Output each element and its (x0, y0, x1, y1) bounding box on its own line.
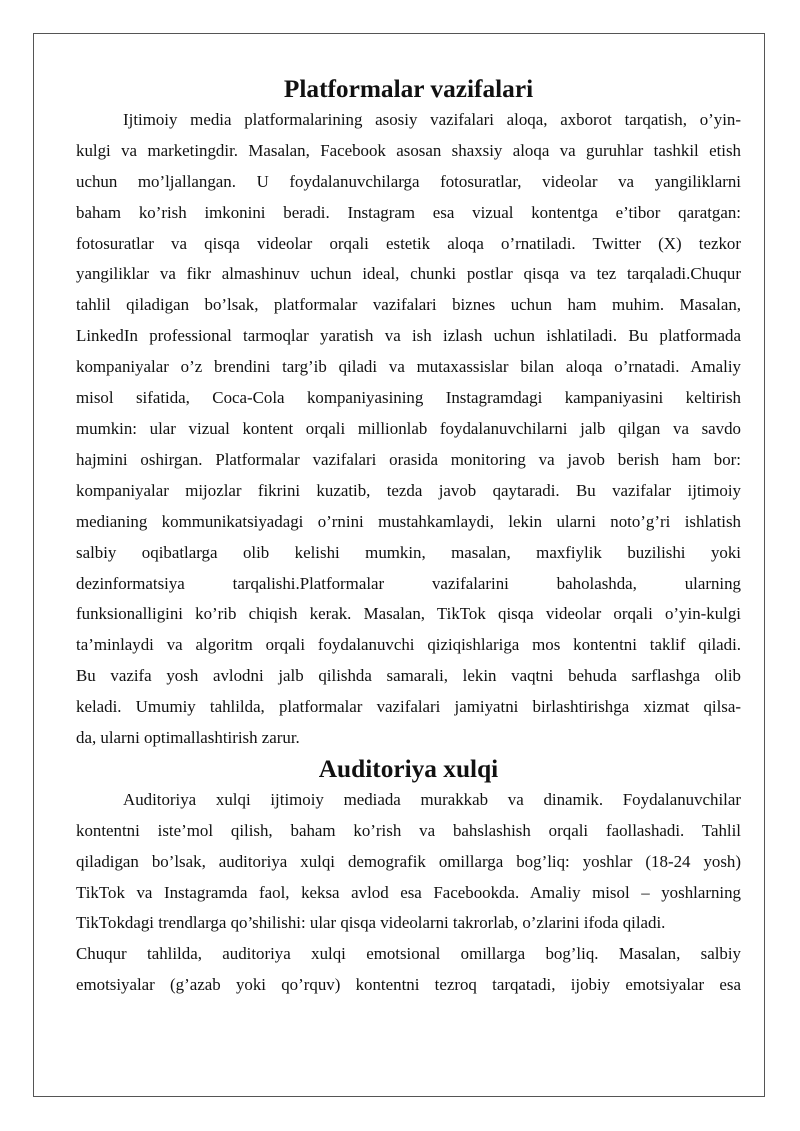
paragraph (76, 105, 741, 754)
text-line: LinkedIn professional tarmoqlar yaratish va ish izlash uchun ishlatiladi. Bu platformada (76, 326, 741, 346)
text-line: Chuqur tahlilda, auditoriya xulqi emotsional omillarga bog’liq. Masalan, salbiy (76, 944, 741, 964)
text-line: tahlil qiladigan bo’lsak, platformalar vazifalari biznes uchun ham muhim. Masalan, (76, 295, 741, 315)
document-body (76, 74, 741, 1001)
text-line: kulgi va marketingdir. Masalan, Facebook asosan shaxsiy aloqa va guruhlar tashkil etish (76, 140, 741, 160)
text-line: uchun mo’ljallangan. U foydalanuvchilarga fotosuratlar, videolar va yangiliklarni (76, 171, 741, 191)
text-line: kompaniyalar o’z brendini targ’ib qiladi va mutaxassislar bilan aloqa o’rnatadi. Amaliy (76, 357, 741, 377)
text-line: qiladigan bo’lsak, auditoriya xulqi demografik omillarga bog’liq: yoshlar (18-24 yosh) (76, 851, 741, 871)
paragraph (76, 939, 741, 1001)
text-line: keladi. Umumiy tahlilda, platformalar vazifalari jamiyatni birlashtirishga xizmat qilsa- (76, 697, 741, 717)
paragraph (76, 785, 741, 940)
text-line: dezinformatsiya tarqalishi.Platformalar vazifalarini baholashda, ularning (76, 573, 741, 593)
text-line: Ijtimoiy media platformalarining asosiy vazifalari aloqa, axborot tarqatish, o’yin- (123, 109, 741, 129)
text-line: kompaniyalar mijozlar fikrini kuzatib, tezda javob qaytaradi. Bu vazifalar ijtimoiy (76, 480, 741, 500)
section-auditoriya-xulqi (76, 754, 741, 1001)
text-line: medianing kommunikatsiyadagi o’rnini mustahkamlaydi, lekin ularni noto’g’ri ishlatish (76, 511, 741, 531)
text-line: Bu vazifa yosh avlodni jalb qilishda samarali, lekin vaqtni behuda sarflashga olib (76, 666, 741, 686)
text-line: TikTok va Instagramda faol, keksa avlod esa Facebookda. Amaliy misol – yoshlarning (76, 882, 741, 902)
text-line: ta’minlaydi va algoritm orqali foydalanuvchi qiziqishlariga mos kontentni taklif qiladi. (76, 635, 741, 655)
text-line: funksionalligini ko’rib chiqish kerak. Masalan, TikTok qisqa videolar orqali o’yin-kulgi (76, 604, 741, 624)
section-title: Platformalar vazifalari (283, 75, 534, 103)
text-line: fotosuratlar va qisqa videolar orqali estetik aloqa o’rnatiladi. Twitter (X) tezkor (76, 233, 741, 253)
text-line: yangiliklar va fikr almashinuv uchun ideal, chunki postlar qisqa va tez tarqaladi.Chuqur (76, 264, 741, 284)
text-line: emotsiyalar (g’azab yoki qo’rquv) kontentni tezroq tarqatadi, ijobiy emotsiyalar esa (76, 975, 741, 995)
text-line: hajmini oshirgan. Platformalar vazifalari orasida monitoring va javob berish ham bor: (76, 449, 741, 469)
text-line: misol sifatida, Coca-Cola kompaniyasining Instagramdagi kampaniyasini keltirish (76, 388, 741, 408)
text-line: baham ko’rish imkonini beradi. Instagram esa vizual kontentga e’tibor qaratgan: (76, 202, 741, 222)
text-line: da, ularni optimallashtirish zarur. (76, 728, 300, 748)
text-line: salbiy oqibatlarga olib kelishi mumkin, masalan, maxfiylik buzilishi yoki (76, 542, 741, 562)
section-platformalar-vazifalari (76, 74, 741, 754)
section-title: Auditoriya xulqi (318, 754, 499, 783)
text-line: kontentni iste’mol qilish, baham ko’rish va bahslashish orqali faollashadi. Tahlil (76, 820, 741, 840)
text-line: mumkin: ular vizual kontent orqali millionlab foydalanuvchilarni jalb qilgan va savdo (76, 418, 741, 438)
text-line: Auditoriya xulqi ijtimoiy mediada murakkab va dinamik. Foydalanuvchilar (123, 789, 741, 809)
text-line: TikTokdagi trendlarga qo’shilishi: ular qisqa videolarni takrorlab, o’zlarini ifoda qiladi. (76, 913, 666, 933)
